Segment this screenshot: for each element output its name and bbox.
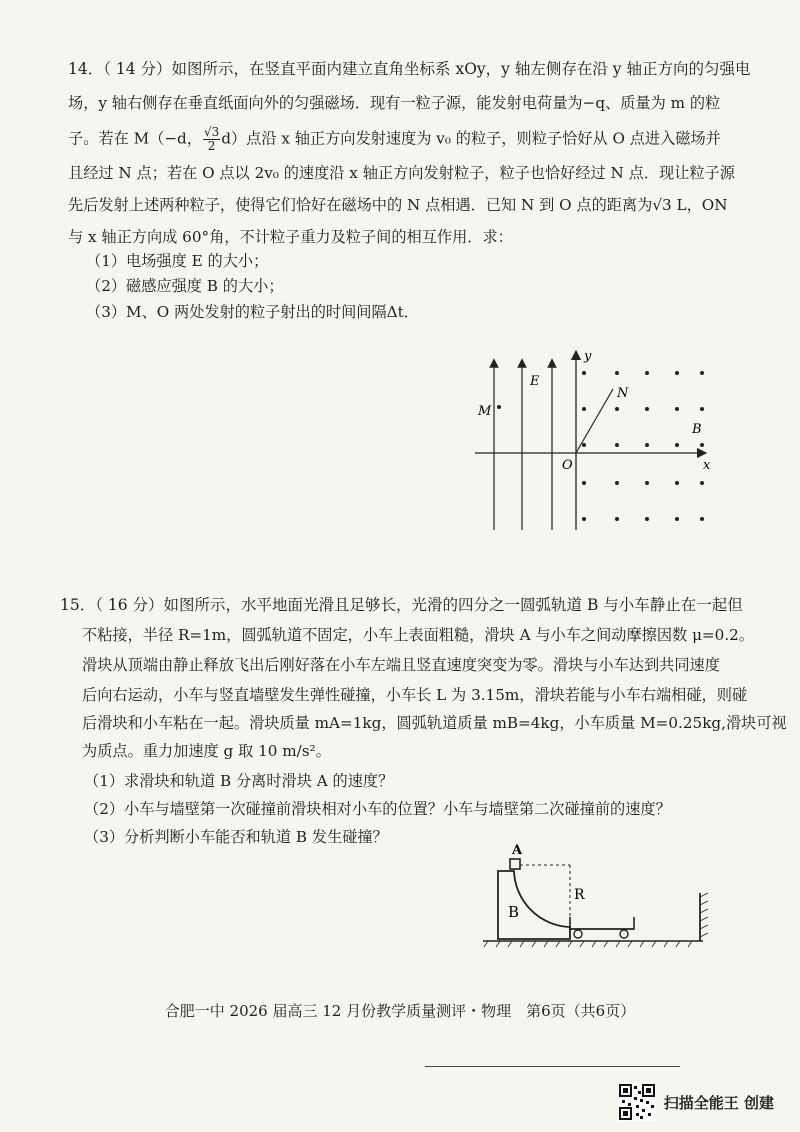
qr-code-icon [618,1083,656,1121]
q14-line-1: 14．（ 14 分）如图所示，在竖直平面内建立直角坐标系 xOy，y 轴左侧存在沿 y 轴正方向的匀强电 [68,60,751,78]
q14-line-3 [68,126,721,153]
q15-sub-1: （1）求滑块和轨道 B 分离时滑块 A 的速度？ [84,772,394,790]
y-axis-label: y [584,349,592,364]
q15-line-2: 不粘接，半径 R=1m，圆弧轨道不固定，小车上表面粗糙，滑块 A 与小车之间动摩擦因数 μ=0.2。 [82,626,755,644]
divider-line [425,1066,680,1067]
q14-line-3-end: d）点沿 x 轴正方向发射速度为 v₀ 的粒子，则粒子恰好从 O 点进入磁场并 [221,129,721,148]
q14-field-diagram [470,345,720,535]
b-field-label: B [692,422,702,437]
sqrt3-over-2-fraction [203,126,220,153]
origin-label: O [562,458,573,473]
scanner-text: 扫描全能王 创建 [663,1093,774,1112]
page-footer: 合肥一中 2026 届高三 12 月份教学质量测评・物理 第6页（共6页） [164,1002,636,1020]
q15-line-5: 后滑块和小车粘在一起。滑块质量 mA=1kg，圆弧轨道质量 mB=4kg，小车质量 M=0.25kg,滑块可视 [82,714,787,732]
q15-line-6: 为质点。重力加速度 g 取 10 m/s²。 [82,742,331,760]
q14-sub-3: （3）M、O 两处发射的粒子射出的时间间隔Δt． [86,303,419,321]
q15-sub-3: （3）分析判断小车能否和轨道 B 发生碰撞？ [84,828,388,846]
point-m-label: M [478,404,492,419]
e-field-label: E [530,374,540,389]
block-a-label: A [512,843,523,858]
fraction-numerator: √3 [203,125,220,139]
fraction-denominator: 2 [207,139,216,153]
q14-sub-1: （1）电场强度 E 的大小； [86,252,269,270]
q15-line-3: 滑块从顶端由静止释放飞出后刚好落在小车左端且竖直速度突变为零。滑块与小车达到共同速度 [82,656,720,674]
q15-line-4: 后向右运动，小车与竖直墙壁发生弹性碰撞，小车长 L 为 3.15m，滑块若能与小车右端相碰，则碰 [82,686,748,704]
radius-r-label: R [574,887,585,903]
magnetic-field-dots [582,371,704,521]
q14-line-4: 且经过 N 点；若在 O 点以 2v₀ 的速度沿 x 轴正方向发射粒子，粒子也恰好经过 N 点．现让粒子源 [68,164,735,182]
q14-line-5: 先后发射上述两种粒子，使得它们恰好在磁场中的 N 点相遇．已知 N 到 O 点的距离为√3 L，ON [68,196,728,214]
track-b-label: B [508,903,520,921]
q14-line-3-start: 子。若在 M（−d， [68,129,202,148]
scanner-watermark [618,1083,774,1121]
q15-line-1: 15．（ 16 分）如图所示，水平地面光滑且足够长，光滑的四分之一圆弧轨道 B 与小车静止在一起但 [60,596,743,614]
q14-line-2: 场，y 轴右侧存在垂直纸面向外的匀强磁场．现有一粒子源，能发射电荷量为−q、质量为 m 的粒 [68,94,721,112]
point-n-label: N [617,386,629,401]
q14-sub-2: （2）磁感应强度 B 的大小； [86,277,284,295]
x-axis-label: x [703,458,711,473]
q15-sub-2: （2）小车与墙壁第一次碰撞前滑块相对小车的位置？小车与墙壁第二次碰撞前的速度？ [84,800,671,818]
q15-track-cart-diagram [478,835,718,950]
q14-line-6: 与 x 轴正方向成 60°角，不计粒子重力及粒子间的相互作用．求： [68,228,513,246]
